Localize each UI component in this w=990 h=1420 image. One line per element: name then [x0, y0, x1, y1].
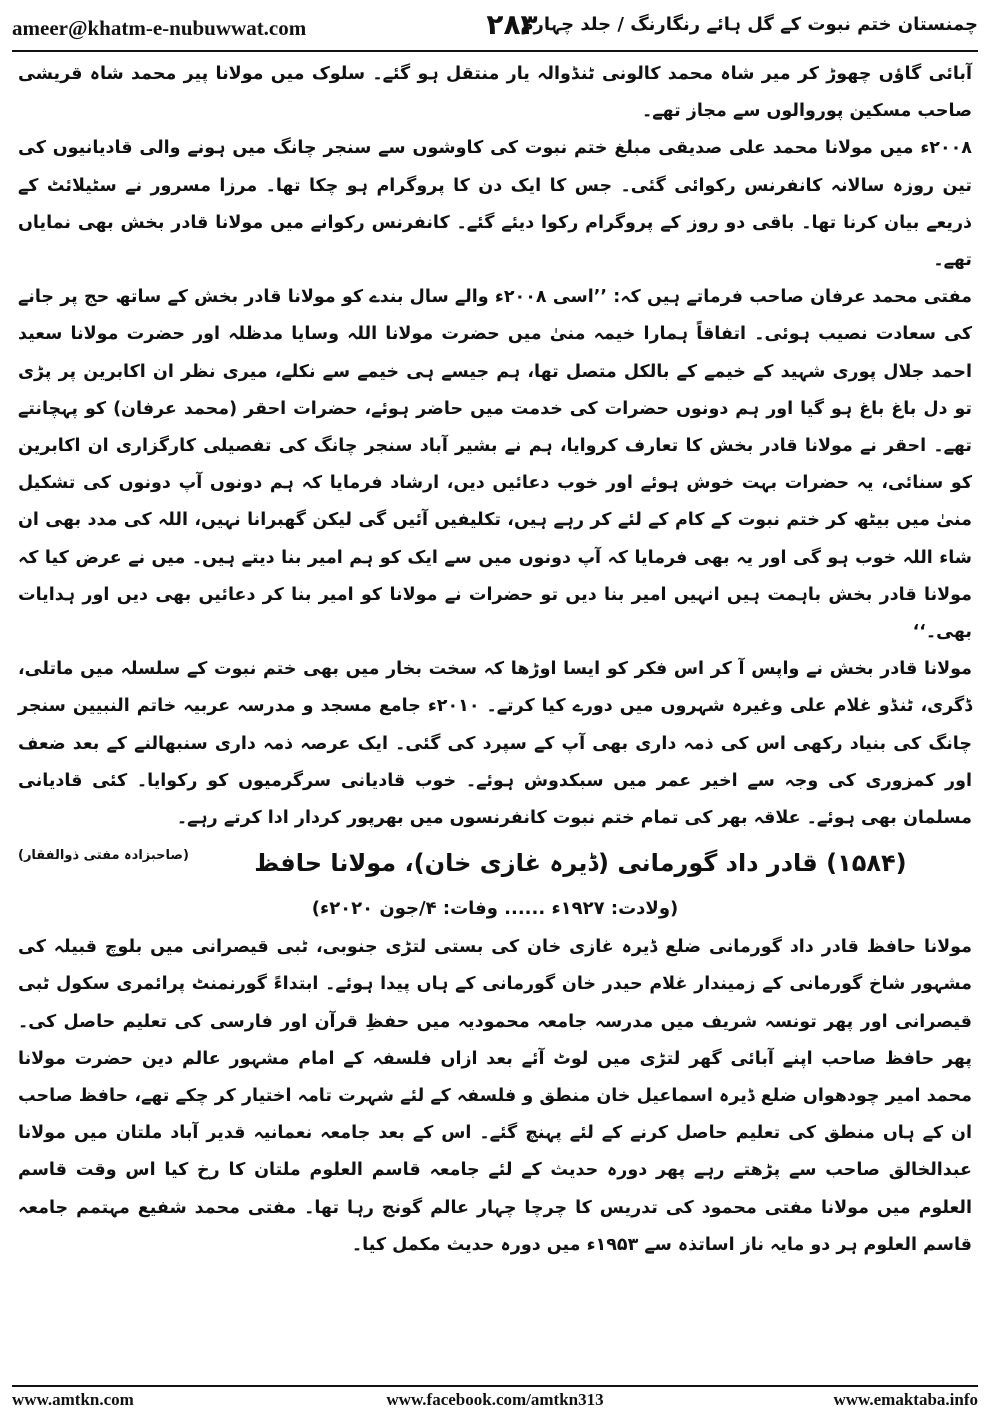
article-body — [18, 56, 972, 1264]
book-title: چمنستان ختم نبوت کے گل ہائے رنگارنگ / جلد چہارم — [520, 14, 978, 35]
footer-divider — [12, 1385, 978, 1387]
page-footer — [12, 1390, 978, 1416]
paragraph-3-quote: مفتی محمد عرفان صاحب فرماتے ہیں کہ: ’’اسی ۲۰۰۸ء والے سال بندے کو مولانا قادر بخش کے ساتھ حج پر جانے کی سعادت نصیب ہوئی۔ اتفاقاً ہمارا خیمہ منیٰ میں حضرت مولانا اللہ وسایا مدظلہ اور حضرت مولانا سعید احمد جلال پوری شہید کے خیمے کے بالکل متصل تھا، ہم جیسے ہی خیمے سے نکلے، میری نظر ان اکابرین پر پڑی تو دل باغ باغ ہو گیا اور ہم دونوں حضرات کی خدمت میں حاضر ہوئے، حضرات احقر (محمد عرفان) کو پہچانتے تھے۔ احقر نے مولانا قادر بخش کا تعارف کروایا، ہم نے بشیر آباد سنجر چانگ کی تفصیلی کارگزاری ان اکابرین کو سنائی، یہ حضرات بہت خوش ہوئے اور خوب دعائیں دیں، ارشاد فرمایا کہ ہم دونوں آپ دونوں کی تشکیل منیٰ میں بیٹھ کر ختم نبوت کے کام کے لئے کر رہے ہیں، تکلیفیں آئیں گی لیکن گھبرانا نہیں، اللہ کی مدد بھی ان شاء اللہ خوب ہو گی اور یہ بھی فرمایا کہ آپ دونوں میں سے ایک کو ہم امیر بنا دیتے ہیں۔ میں نے عرض کیا کہ مولانا قادر بخش باہمت ہیں انہیں امیر بنا دیں تو حضرات نے مولانا کو امیر بنا کر دعائیں بھی دیں اور ہدایات بھی۔‘‘ — [18, 287, 972, 643]
page-number: ۲۸۳ — [486, 8, 538, 41]
footer-link-amtkn[interactable]: www.amtkn.com — [12, 1390, 134, 1409]
paragraph-2: ۲۰۰۸ء میں مولانا محمد علی صدیقی مبلغ ختم نبوت کی کاوشوں سے سنجر چانگ میں ہونے والی قادیانیوں کی تین روزہ سالانہ کانفرنس رکوائی گئی۔ جس کا ایک دن کا پروگرام ہو چکا تھا۔ مرزا مسرور نے سٹیلائٹ کے ذریعے بیان کرنا تھا۔ باقی دو روز کے پروگرام رکوا دیئے گئے۔ کانفرنس رکوانے میں مولانا قادر بخش بھی نمایاں تھے۔ — [18, 138, 972, 271]
paragraph-4-text: مولانا قادر بخش نے واپس آ کر اس فکر کو ایسا اوڑھا کہ سخت بخار میں بھی ختم نبوت کے سلسلہ میں ماتلی، ڈگری، ٹنڈو غلام علی وغیرہ شہروں میں دورے کیا کرتے۔ ۲۰۱۰ء جامع مسجد و مدرسہ عربیہ خاتم النبیین سنجر چانگ کی بنیاد رکھی اس کی ذمہ داری بھی آپ کے سپرد کی گئی۔ ایک عرصہ ذمہ داری سنبھالنے کے بعد ضعف اور کمزوری کی وجہ سے اخیر عمر میں سبکدوش ہوئے۔ خوب قادیانی سرگرمیوں کو رکوایا۔ کئی قادیانی مسلمان بھی ہوئے۔ علاقہ بھر کی تمام ختم نبوت کانفرنسوں میں بھرپور کردار ادا کرتے رہے۔ — [18, 659, 972, 829]
header-divider — [12, 50, 978, 52]
paragraph-1: آبائی گاؤں چھوڑ کر میر شاہ محمد کالونی ٹنڈوالہ یار منتقل ہو گئے۔ سلوک میں مولانا پیر محمد شاہ قریشی صاحب مسکین پوروالوں سے مجاز تھے۔ — [18, 64, 972, 122]
footer-link-emaktaba[interactable]: www.emaktaba.info — [833, 1390, 978, 1409]
header-email[interactable]: ameer@khatm-e-nubuwwat.com — [12, 16, 307, 40]
section-paragraph: مولانا حافظ قادر داد گورمانی ضلع ڈیرہ غازی خان کی بستی لتڑی جنوبی، ٹبی قیصرانی میں بلوچ قبیلہ کی مشہور شاخ گورمانی کے زمیندار غلام حیدر خان گورمانی کے ہاں پیدا ہوئے۔ ابتداءً گورنمنٹ پرائمری سکول ٹبی قیصرانی اور پھر تونسہ شریف میں مدرسہ جامعہ محمودیہ میں حفظِ قرآن اور فارسی کی تعلیم حاصل کی۔ پھر حافظ صاحب اپنے آبائی گھر لتڑی میں لوٹ آئے بعد ازاں فلسفہ کے امام مشہور عالم دین حضرت مولانا محمد امیر چودھواں ضلع ڈیرہ اسماعیل خان منطق و فلسفہ کے لئے شہرت تامہ اختیار کر چکے تھے، حافظ صاحب ان کے ہاں منطق کی تعلیم حاصل کرنے کے لئے پہنچ گئے۔ اس کے بعد جامعہ نعمانیہ قدیر آباد ملتان میں مولانا عبدالخالق صاحب سے پڑھتے رہے پھر دورہ حدیث کے لئے جامعہ قاسم العلوم ملتان کا رخ کیا اس وقت قاسم العلوم میں مولانا مفتی محمود کی تدریس کا چرچا چہار عالم گونج رہا تھا۔ مفتی محمد شفیع مہتمم جامعہ قاسم العلوم ہر دو مایہ ناز اساتذہ سے ۱۹۵۳ء میں دورہ حدیث مکمل کیا۔ — [18, 937, 972, 1255]
footer-link-facebook[interactable]: www.facebook.com/amtkn313 — [386, 1390, 604, 1409]
section-heading: (۱۵۸۴) قادر داد گورمانی (ڈیرہ غازی خان)، مولانا حافظ — [254, 849, 907, 878]
page-header — [12, 8, 978, 48]
attribution: (صاحبزادہ مفتی ذوالفقار) — [18, 848, 189, 864]
section-dates: (ولادت: ۱۹۲۷ء ...... وفات: ۴/جون ۲۰۲۰ء) — [311, 898, 679, 920]
